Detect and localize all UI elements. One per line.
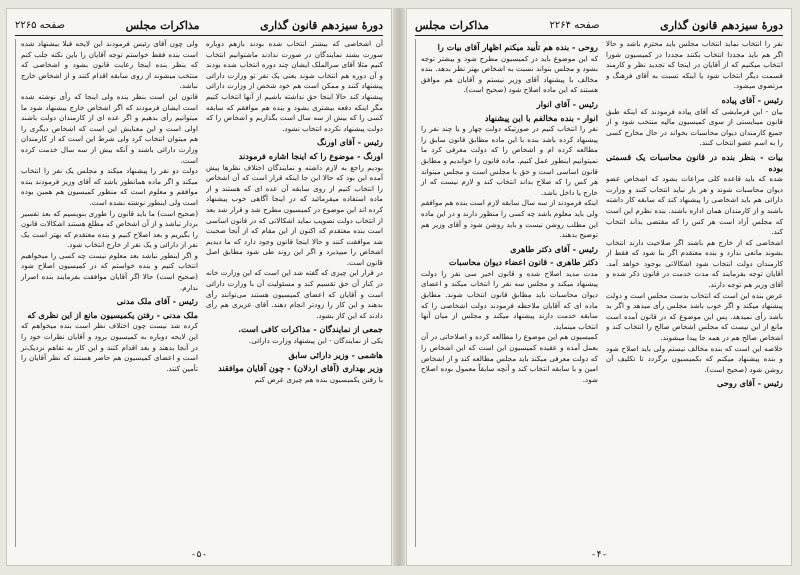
right-page-footer: -۴- [590, 550, 608, 560]
speaker-line: دکتر طاهری - قانون اعضاء دیوان محاسبات [449, 257, 598, 268]
paragraph: عرض بنده این است که انتخاب بدست مجلس است و دولت پیشنهاد میکند و اگر خوب باشد مجلس رأی میدهد و اگر بد باشد رأی نمیدهد. پس این موضوع که در قانون آمده است مانع از این نیست که مجلس اشخاص صالح را انتخاب کند و اشخاص صالح هم در همه جا پیدا میشوند. [606, 290, 783, 343]
speaker-line: رئیس - آقای انوار [536, 98, 598, 109]
paragraph: در قرار این چیزی که گفته شد این است که این وزارت خانه در کنار آن حق تقسیم کند و مسئولیت آن با وزارت دارائی است و آقایان که اعضای کمیسیون هستند می‌توانند رأی بدهند و این کار را زودتر انجام دهند. آقای عزیزی هم رأی دادند که این کار بشود. [206, 268, 383, 320]
right-running-title: مذاکرات مجلس [415, 18, 489, 32]
paragraph: نفر را انتخاب کنیم در صورتیکه دولت چهار و یا چند نفر را پیشنهاد کرده باشد بنده با این ماده مطابق قانون سابق را مطالعه کرده ام و اشخاص را که دولت معرفی کرد ما نمیتوانیم اینطور عمل کنیم. ماده قانون را خواندیم و مطابق قانون اساسی است و حق با مجلس است و مجلس میتواند هر کس را که صلاح بداند انتخاب کند و لازم نیست که از خارج یا داخل باشد. [421, 124, 598, 197]
left-page-right-column [206, 39, 383, 547]
speaker-line: رئیس - آقای پیاده [721, 94, 783, 105]
paragraph: و اگر اینطور نباشد بعد معلوم نیست چه کسی را میخواهیم انتخاب کنیم و بنده خواستم که در کمیسیون اصلاح شود (صحیح است) حالا اگر آقایان موافقت بفرمایند بنده اصرار ندارم. [21, 250, 198, 292]
right-page [406, 8, 792, 566]
left-page-columns [15, 39, 383, 547]
speaker-line: اورنگ - موضوع را که اینجا اشاره فرمودند [238, 150, 383, 161]
right-page-columns [415, 39, 783, 547]
book-gutter [393, 8, 405, 566]
right-page-number: صفحه ۲۲۶۴ [549, 19, 600, 31]
speaker-line: رئیس - آقای اورنگ [317, 137, 383, 148]
right-running-session: دورهٔ سیزدهم قانون گذاری [660, 18, 783, 32]
paragraph: اینکه فرمودند از سه سال سابقه لازم است بنده هم موافقم ولی باید معلوم باشد چه کسی را منظور دارند و در این ماده این مطلب روشن نیست و باید روشن شود و آقای وزیر هم توضیح بدهند. [421, 198, 598, 240]
paragraph: نفر را انتخاب نماید انتخاب مجلس باید محترم باشد و حالا اگر هم باید مجددا انتخاب بکنند مجددا در کمیسیون شورا انتخاب میکنیم که از آقایان در اینجا که تجدید نظر و کارمند قسمت دیگر انتخاب شود یا اینکه نسبت به آقای فرهنگ و مرتضوی میشود. [606, 39, 783, 91]
left-page-footer: -۵- [190, 550, 208, 560]
left-running-session: دورهٔ سیزدهم قانون گذاری [260, 18, 383, 32]
speaker-line: هاشمی - وزیر دارائی سابق [288, 349, 383, 360]
speaker-line: رئیس - آقای روحی [717, 378, 783, 389]
right-page-header [415, 15, 783, 36]
paragraph: مدت مدید اصلاح شده و قانون اخیر سی نفر را دولت پیشنهاد میکند و مجلس سه نفر را انتخاب میکند و اعضای دیوان محاسبات باید مطابق قانون انتخاب شوند. مطابق ماده ای که آقایان ملاحظه فرمودند دولت اشخاصی را که سابقه خدمت دارند پیشنهاد میکند و مجلس از میان آنها انتخاب مینماید. [421, 268, 598, 331]
speaker-line: وزیر بهداری (آقای اردلان) - چون آقایان موافقند [218, 363, 383, 374]
left-page-left-column [15, 39, 198, 547]
left-page-header [15, 15, 383, 36]
speaker-line: روحی - بنده هم تأیید میکنم اظهار آقای بیات را [437, 42, 598, 52]
right-page-left-column [415, 39, 598, 547]
paragraph: آن اشخاصی که بیشتر انتخاب شده بودند بازهم دوباره سورت بشند نمایندگان در صورت ندادند ماشتوانیم انتخاب کنیم مثلا آقای سرالملک ایشان چند دوره انتخاب شده بودند و آن دوره هم انتخاب شوند یعنی یک نفر تو وزارت دارائی پیشنهاد کنند و ممکن است هم خود شخص از وزارت دارائی پیشنهاد کند حالا اینجا حق نداشته باشیم از آنها انتخاب کنیم مگر اینکه دفعه بیشتری بشود و بنده هم موافقم که سابقه کسی را که بیش از سه سال است بگذاریم و اشخاص را که دولت پیشنهاد نکرده انتخاب نشود. [206, 39, 383, 133]
speaker-line: انوار - بنده مخالفم با این پیشنهاد [484, 112, 598, 123]
paragraph: کرده شد نیست چون اختلاف نظر است بنده میخواهم که این لایحه دوباره به کمیسیون برود و آقایان نظرات خود را در آنجا بدهند و بعد اقدام کنند و این کار به تفاهم نزدیک‌تر است و اعضای کمیسیون هم حاضر هستند که نظر آقایان را تأمین کنند. [21, 321, 198, 373]
speaker-line: جمعی از نمایندگان - مذاکرات کافی است. [238, 324, 383, 335]
paragraph: (صحیح است) ما باید قانون را طوری بنویسیم که بعد تفسیر بردار نباشد و از آن اشخاص که مطلع هستند اشکالات قانون را بگیریم و بعد اصلاح کنیم و بنده معتقدم که بهتر است یک نفر از دارائی و یک نفر از خارج انتخاب شود. [21, 208, 198, 250]
speaker-line: رئیس - آقای ملک مدنی [116, 296, 198, 307]
speaker-line: ملک مدنی - رفتن یکمیسیون مانع از این نظری که [27, 309, 198, 320]
speaker-line: بیات - بنظر بنده در قانون محاسبات یک قسمتی بوده [606, 151, 783, 173]
paragraph: دولت دو نفر را پیشنهاد میکند و مجلس یک نفر را انتخاب میکند و اگر ماده همانطور باشد که آقای وزیر فرمودند بنده موافقم و معلوم است که منظور کمیسیون هم همین بوده است ولی اینطور نوشته نشده است. [21, 166, 198, 207]
paragraph: بودیم راجع به لازم داشته و نمایندگان اختلاف نظرها پیش آمده این بود که حالا این جا اینکه قرار است که آن اشخاص را انتخاب کنیم از روی سابقه آن عده ای که هستند و از ماده استفاده میفرمائید که در اینجا آگاهی خوب پیشنهاد کرده اند این موضوع در کمیسیون مطرح شد و قرار شد بعد از انتخاب دولت تصویب نماید اشکالاتی که در قانون اساسی است بنده معتقدم که اکنون از این مقام که از آنجا صحبت شد موافقت کنند و حالا اینجا قانون وجود دارد که ما دیدیم اشخاص را میپذیرد و اگر این روند طی شود مطابق اصل قانون است. [206, 162, 383, 267]
paragraph: اشخاصی که از خارج هم باشند اگر صلاحیت دارند انتخاب بشوند مانعی ندارد و بنده معتقدم اگر بنا شود که فقط از کارمندان دولت انتخاب شود اشکالاتی بوجود خواهد آمد. آقایان توجه بفرمایند که مدت خدمت در قانون ذکر شده و آقای وزیر هم توجه دارند. [606, 237, 783, 290]
paragraph: با رفتن یکمیسیون بنده هم چیزی عرض کنم [254, 374, 383, 384]
paragraph: قانون این است بنظر بنده ولی اینجا که رأی نوشته شده است ایشان فرمودند که اگر اشخاص خارج بیشنهاد شود ما میتوانیم رأی بدهیم و اگر عده ای از کارمندان دولت باشند اولی است و این معنایش این است که اشخاص دیگری را هم میتوان انتخاب کرد ولی شرط این است که از کارمندان وزارت دارائی باشند و آنکه بیش از سه سال خدمت کرده است. [21, 91, 198, 165]
speaker-line: رئیس - آقای دکتر طاهری [510, 243, 598, 254]
right-page-right-column [606, 39, 783, 547]
paragraph: بیان - این فرمایشی که آقای پیاده فرمودند که اینکه طبق قانون میبایستی از سوی کمیسیون مالیه منتخب شود و از جمیع کارمندان دیوان محاسبات بخواند در حال مخارج کسی را به اسم عضو انتخاب کنند. [606, 106, 783, 148]
paragraph: ولی چون آقای رئیس فرمودند این لایحه قبلا بیشنهاد شده است بنده فقط خواستم توجه آقایان را باین نکته جلب کنم که بنظر بنده اینجا رعایت قانون بشود و اشخاصی که منتخب میشوند از روی سابقه اقدام کنند و از اشخاص خارج نباشد. [21, 39, 198, 91]
left-running-title: مذاکرات مجلس [125, 18, 200, 32]
paragraph: یکی از نمایندگان - این پیشنهاد وزارت دارائی. [248, 336, 383, 346]
left-page [6, 8, 392, 566]
left-page-number: صفحه ۲۲۶۵ [15, 19, 66, 31]
paragraph: شده که باید قاعده کلی مراعات بشود که اشخاص عضو دیوان محاسبات شوند و هر بار نباید انتخاب کنند و وزارت دارائی هم باید اشخاصی را پیشنهاد کند که سابقه کار داشته باشند و از کارمندان همان اداره باشند. بنده نظرم این است که مجلس آزاد است هر کس را که مقتضی بداند انتخاب کند. [606, 174, 783, 237]
paragraph: خلاصه این است که بنده مخالف نیستم ولی باید اصلاح شود و بنده پیشنهاد میکنم که بکمیسیون برگردد تا تکلیف آن روشن شود (صحیح است). [606, 343, 783, 374]
paragraph: کمیسیون هم این موضوع را مطالعه کرده و اصلاحاتی در آن بعمل آمده و عقیده کمیسیون این است که این اشخاص را که دولت معرفی میکند باید مجلس مطالعه کند و از اشخاص امین و با سابقه انتخاب کند و آنچه سابقاً معمول بوده اصلاح شود. [421, 332, 598, 384]
paragraph: که این موضوع باید در کمیسیون مطرح شود و بیشتر توجه بشود و مجلس بتواند نسبت به اشخاص بهتر نظر بدهد. بنده مخالف با پیشنهاد آقای وزیر نیستم و آقایان هم موافق هستند که این ماده اصلاح شود (صحیح است). [421, 53, 598, 95]
